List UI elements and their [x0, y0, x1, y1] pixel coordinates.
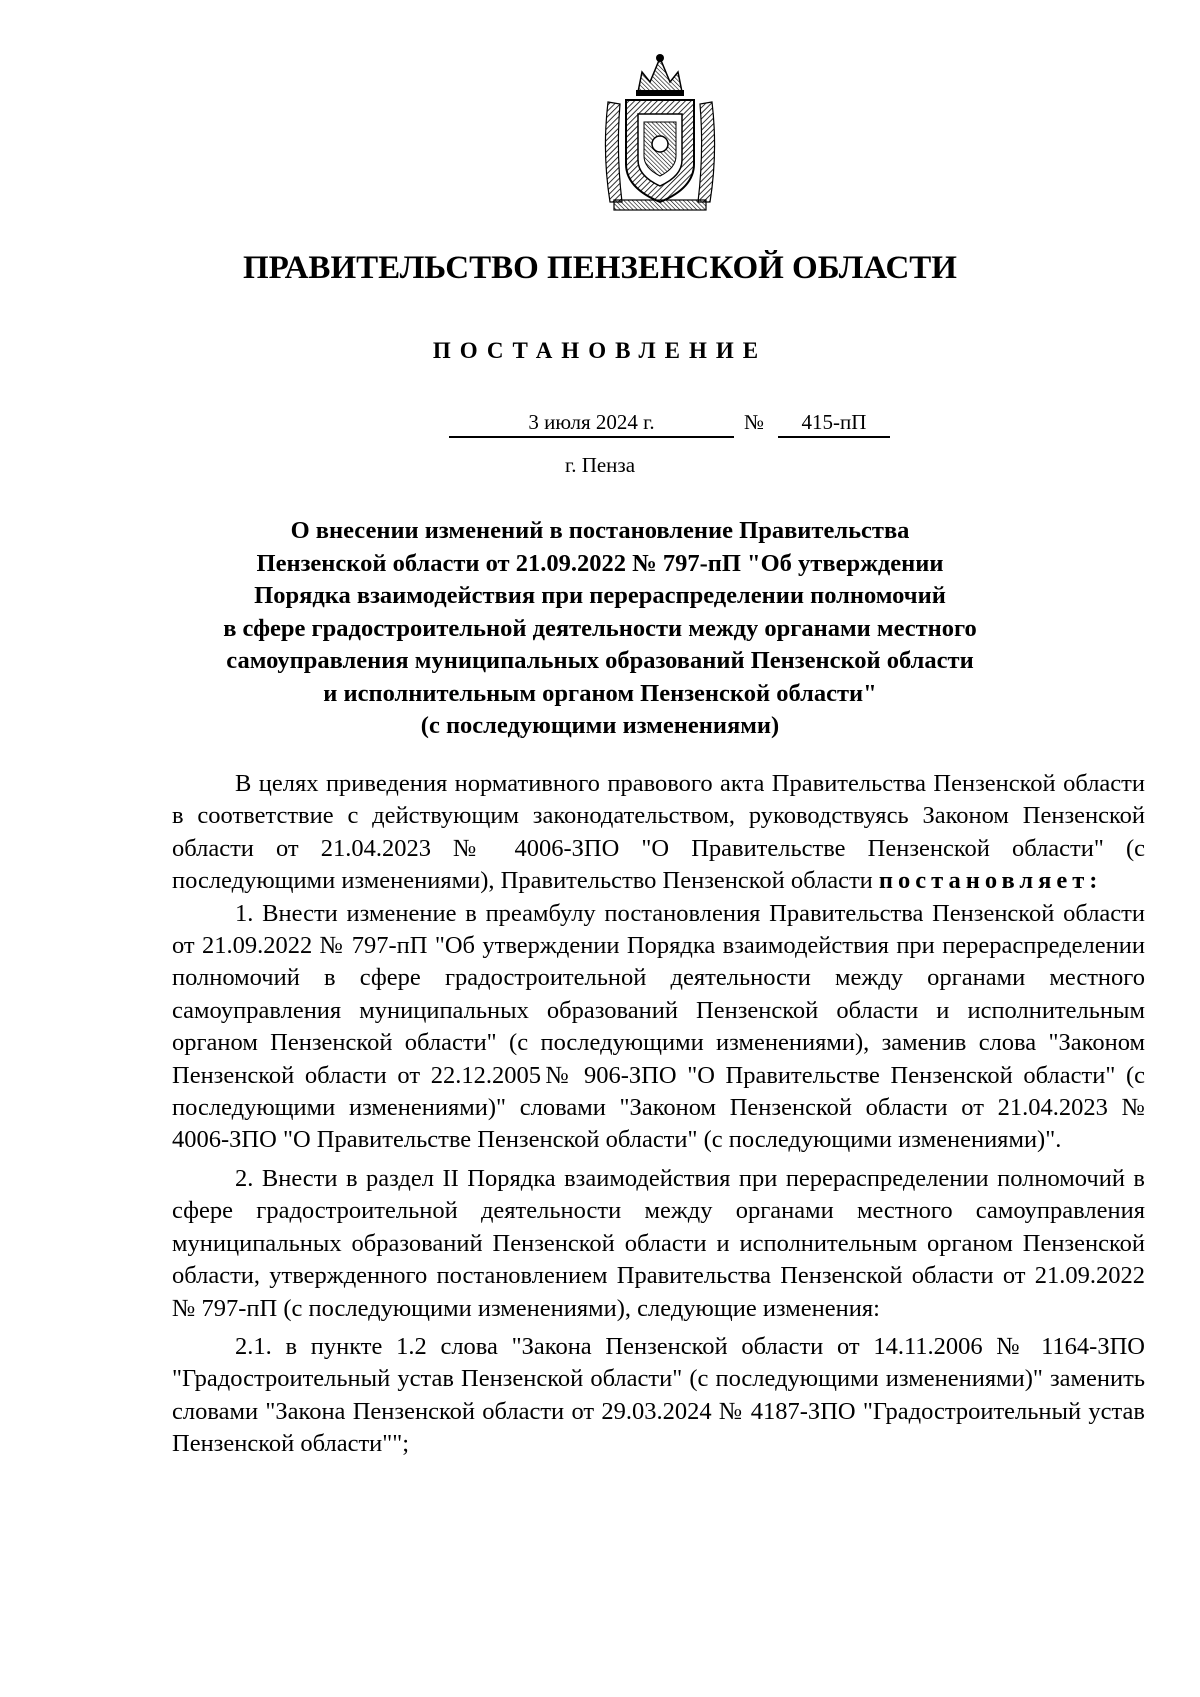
coat-of-arms-emblem	[598, 52, 722, 214]
document-body	[172, 768, 1145, 1461]
number-sign: №	[744, 410, 765, 434]
document-type: ПОСТАНОВЛЕНИЕ	[432, 338, 768, 363]
title-line: Пензенской области от 21.09.2022 № 797-пП "Об утверждении	[256, 549, 944, 577]
item-2-1-paragraph: 2.1. в пункте 1.2 слова "Закона Пензенской области от 14.11.2006 № 1164-ЗПО "Градостроительный устав Пензенской области" (с последующими изменениями)" заменить словами "Закона Пензенской области от 29.03.2024 № 4187-ЗПО "Градостроительный устав Пензенской области"";	[172, 1332, 1145, 1458]
item-2-paragraph: 2. Внести в раздел II Порядка взаимодействия при перераспределении полномочий в сфере градостроительной деятельности между органами местного самоуправления муниципальных образований Пензенской области и исполнительным органом Пензенской области, утвержденного постановлением Правительства Пензенской области от 21.09.2022 № 797-пП (с последующими изменениями), следующие изменения:	[172, 1164, 1145, 1322]
preamble-text: В целях приведения нормативного правового акта Правительства Пензенской области в соответствие с действующим законодательством, руководствуясь Законом Пензенской области от 21.04.2023 № 4006-ЗПО "О Правительстве Пензенской области" (с последующими изменениями), Правительство Пензенской области	[172, 770, 1145, 895]
preamble-paragraph	[172, 768, 1145, 898]
title-line: самоуправления муниципальных образований Пензенской области	[226, 647, 974, 674]
document-city: г. Пенза	[564, 453, 636, 477]
item-1-paragraph: 1. Внести изменение в преамбулу постановления Правительства Пензенской области от 21.09.2022 № 797-пП "Об утверждении Порядка взаимодействия при перераспределении полномочий в сфере градостроительной деятельности между органами местного самоуправления муниципальных образований Пензенской области и исполнительным органом Пензенской области" (с последующими изменениями), заменив слова "Законом Пензенской области от 22.12.2005№ 906-ЗПО "О Правительстве Пензенской области" (с последующими изменениями)" словами "Законом Пензенской области от 21.04.2023 № 4006-ЗПО "О Правительстве Пензенской области" (с последующими изменениями)".	[172, 899, 1145, 1154]
decides-word: постановляет:	[878, 867, 1103, 895]
title-line: (с последующими изменениями)	[420, 712, 780, 739]
document-date: 3 июля 2024 г.	[449, 410, 734, 438]
title-line: О внесении изменений в постановление Правительства	[290, 517, 910, 544]
title-line: Порядка взаимодействия при перераспределении полномочий	[254, 582, 946, 609]
title-line: и исполнительным органом Пензенской области"	[323, 679, 877, 707]
document-number: 415-пП	[778, 410, 890, 438]
government-name: ПРАВИТЕЛЬСТВО ПЕНЗЕНСКОЙ ОБЛАСТИ	[243, 250, 957, 286]
title-line: в сфере градостроительной деятельности между органами местного	[223, 614, 977, 642]
document-title	[210, 515, 990, 743]
